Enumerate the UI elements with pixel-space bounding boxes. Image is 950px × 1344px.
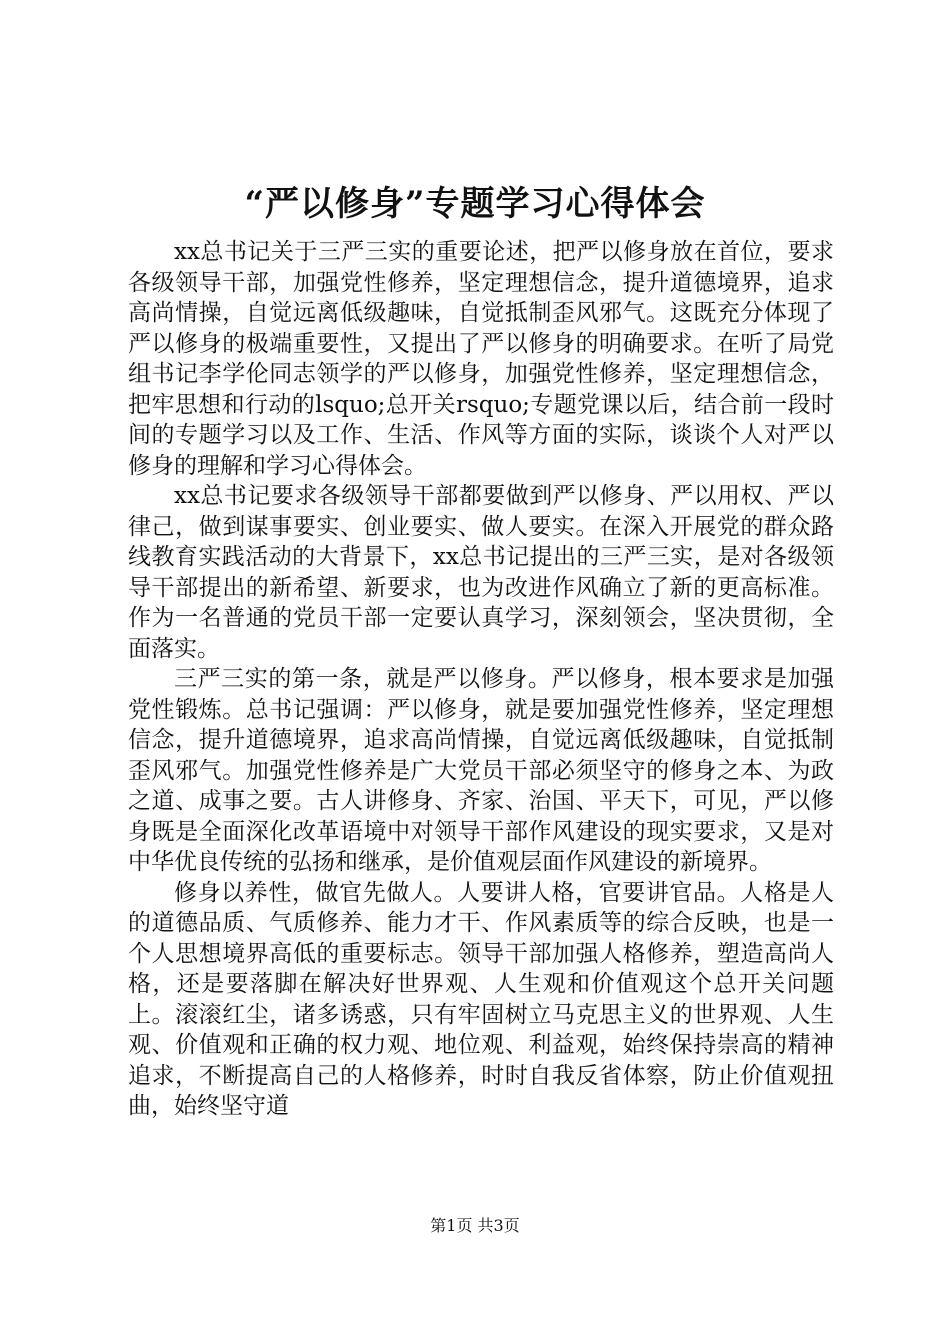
document-body xyxy=(128,237,834,1122)
paragraph-2: xx总书记要求各级领导干部都要做到严以修身、严以用权、严以律己，做到谋事要实、创业要实、做人要实。在深入开展党的群众路线教育实践活动的大背景下，xx总书记提出的三严三实，是对各级领导干部提出的新希望、新要求，也为改进作风确立了新的更高标准。作为一名普通的党员干部一定要认真学习，深刻领会，坚决贯彻，全面落实。 xyxy=(128,483,834,662)
paragraph-1: xx总书记关于三严三实的重要论述，把严以修身放在首位，要求各级领导干部，加强党性修养，坚定理想信念，提升道德境界，追求高尚情操，自觉远离低级趣味，自觉抵制歪风邪气。这既充分体现了严以修身的极端重要性，又提出了严以修身的明确要求。在听了局党组书记李学伦同志领学的严以修身，加强党性修养，坚定理想信念，把牢思想和行动的lsquo;总开关rsquo;专题党课以后，结合前一段时间的专题学习以及工作、生活、作风等方面的实际，谈谈个人对严以修身的理解和学习心得体会。 xyxy=(128,239,834,479)
paragraph-4: 修身以养性，做官先做人。人要讲人格，官要讲官品。人格是人的道德品质、气质修养、能力才干、作风素质等的综合反映，也是一个人思想境界高低的重要标志。领导干部加强人格修养，塑造高尚人格，还是要落脚在解决好世界观、人生观和价值观这个总开关问题上。滚滚红尘，诸多诱惑，只有牢固树立马克思主义的世界观、人生观、价值观和正确的权力观、地位观、利益观，始终保持崇高的精神追求，不断提高自己的人格修养，时时自我反省体察，防止价值观扭曲，始终坚守道 xyxy=(128,879,834,1119)
document-title: “严以修身”专题学习心得体会 xyxy=(244,184,706,224)
page-footer: 第1页 共3页 xyxy=(430,1216,520,1235)
paragraph-3: 三严三实的第一条，就是严以修身。严以修身，根本要求是加强党性锻炼。总书记强调：严以修身，就是要加强党性修养，坚定理想信念，提升道德境界，追求高尚情操，自觉远离低级趣味，自觉抵制歪风邪气。加强党性修养是广大党员干部必须坚守的修身之本、为政之道、成事之要。古人讲修身、齐家、治国、平天下，可见，严以修身既是全面深化改革语境中对领导干部作风建设的现实要求，又是对中华优良传统的弘扬和继承，是价值观层面作风建设的新境界。 xyxy=(128,666,834,875)
